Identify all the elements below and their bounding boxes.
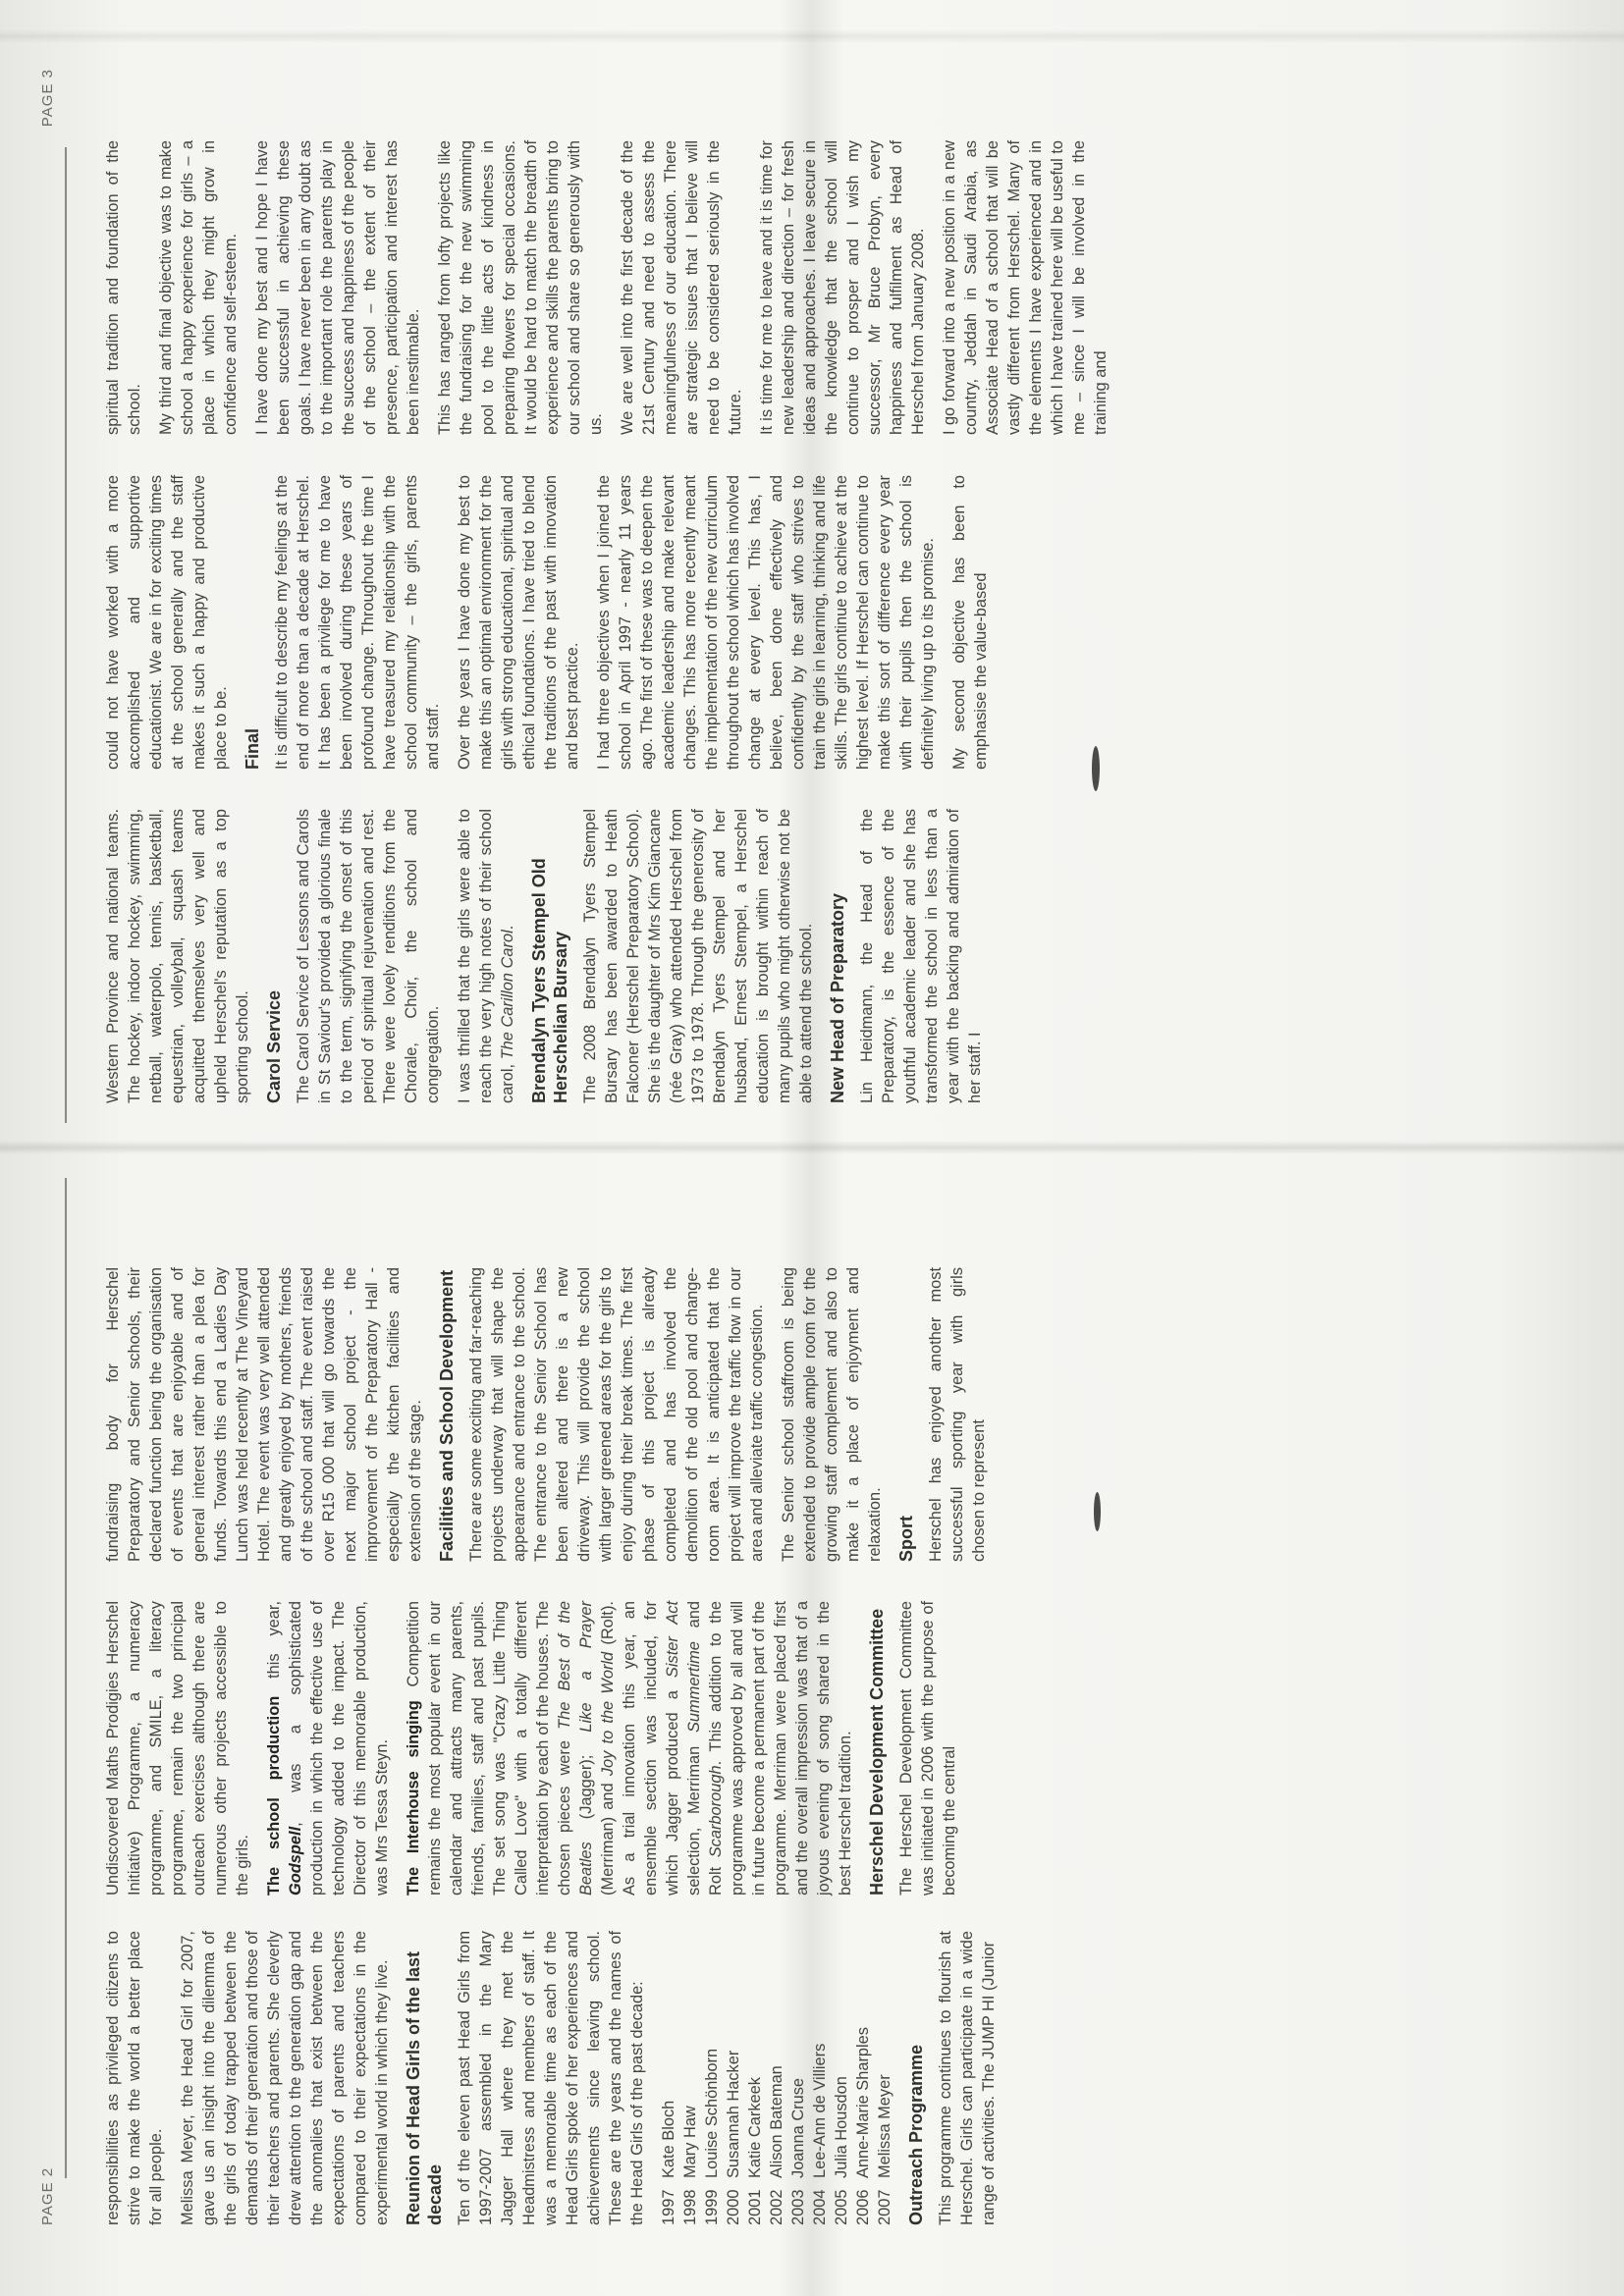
section-heading-carol-service: Carol Service	[264, 989, 284, 1103]
list-name: Anne-Marie Sharples	[854, 2027, 872, 2178]
paragraph: Over the years I have done my best to make this an optimal environment for the girls with strong educational, spiritual and ethical foundations. I have tried to blend the traditions of the past with innovation and best practice.	[456, 475, 581, 770]
section-heading-facilities: Facilities and School Development	[437, 1269, 457, 1562]
list-name: Susannah Hacker	[725, 2050, 742, 2178]
page3-column-2	[102, 475, 1001, 770]
song-title: Sister Act	[664, 1601, 681, 1679]
paragraph: Western Province and national teams. The hockey, indoor hockey, swimming, netball, waterpolo, tennis, basketball, equestrian, volleyball, squash teams acquitted themselves very well and upheld Herschel's reputation as a top sporting school.	[104, 809, 251, 1103]
page-number: PAGE 2	[39, 2166, 56, 2225]
paragraph: spiritual tradition and foundation of the school.	[104, 140, 143, 435]
list-name: Mary Haw	[681, 2106, 699, 2178]
section-heading-final: Final	[243, 727, 262, 770]
section-heading-new-head: New Head of Preparatory	[828, 892, 847, 1103]
paragraph-interhouse-singing	[403, 1601, 856, 1896]
list-name: Louise Schönborn	[703, 2048, 721, 2178]
head-girls-list	[658, 1931, 895, 2225]
list-item	[787, 1931, 809, 2225]
list-item	[831, 1931, 852, 2225]
list-item	[679, 1931, 701, 2225]
page2-column-1	[102, 1931, 1009, 2225]
production-title: Godspell	[287, 1826, 304, 1896]
text-run: , was a sophisticated production in which the effective use of technology added to the impact. The Director of this memorable production, was Mrs Tessa Steyn.	[287, 1601, 391, 1896]
lead-phrase: The school production	[265, 1695, 283, 1896]
list-name: Melissa Meyer	[876, 2074, 893, 2178]
paragraph: fundraising body for Herschel Preparatory and Senior schools, their declared function being the organisation of events that are enjoyable and of general interest rather than a plea for funds. Towards this end a Ladies Day Lunch was held recently at The Vineyard Hotel. The event was very well attended and greatly enjoyed by mothers, friends of the school and staff. The event raised over R15 000 that will go towards the next major school project - the improvement of the Preparatory Hall - especially the kitchen facilities and extension of the stage.	[104, 1267, 424, 1562]
list-year: 1997	[660, 2189, 677, 2225]
paragraph: I have done my best and I hope I have been successful in achieving these goals. I have never been in any doubt as to the important role the parents play in the success and happiness of the people of the school – the extent of their presence, participation and interest has been inestimable.	[253, 140, 422, 435]
list-item	[701, 1931, 723, 2225]
list-year: 2003	[789, 2189, 807, 2225]
section-heading-sport: Sport	[896, 1516, 916, 1562]
paragraph: The Herschel Development Committee was initiated in 2006 with the purpose of becoming the central	[897, 1601, 958, 1896]
list-name: Kate Bloch	[660, 2100, 677, 2178]
paragraph: Melissa Meyer, the Head Girl for 2007, gave us an insight into the dilemma of the girls of today trapped between the demands of their generation and those of their teachers and parents. She cleverly drew attention to the generation gap and the anomalies that exist between the expectations of parents and teachers compared to their expectations in the experimental world in which they live.	[179, 1931, 391, 2225]
page3-column-3	[102, 140, 1121, 435]
page-number: PAGE 3	[39, 69, 56, 128]
list-name: Joanna Cruse	[789, 2077, 807, 2178]
paragraph	[454, 809, 518, 1103]
text-run: .	[499, 925, 516, 931]
text-run: and Rolt	[685, 1601, 725, 1896]
list-name: Alison Bateman	[768, 2065, 785, 2178]
song-title: Like a Prayer	[577, 1601, 595, 1733]
text-run: selection, Merriman	[685, 1733, 703, 1896]
section-heading-outreach: Outreach Programme	[906, 2044, 926, 2225]
paragraph: responsibilities as privileged citizens to strive to make the world a better place for all people.	[104, 1931, 165, 2225]
list-year: 2000	[725, 2189, 742, 2225]
list-item	[852, 1931, 874, 2225]
list-year: 1999	[703, 2189, 721, 2225]
carol-title: The Carillon Carol	[499, 930, 516, 1060]
section-heading-bursary: Brendalyn Tyers Stempel Old Herschelian Bursary	[529, 858, 570, 1103]
list-item	[766, 1931, 787, 2225]
song-title: Summertime	[685, 1641, 703, 1734]
paragraph: Ten of the eleven past Head Girls from 1997-2007 assembled in the Mary Jagger Hall where they met the Headmistress and members of staff. It was a memorable time as each of the Head Girls spoke of her experiences and achievements since leaving school. These are the years and the names of the Head Girls of the past decade:	[456, 1931, 646, 2225]
paragraph: I had three objectives when I joined the school in April 1997 - nearly 11 years ago. The first of these was to deepen the academic leadership and make relevant changes. This has more recently meant the implementation of the new curriculum throughout the school which has involved change at every level. This has, I believe, been done effectively and confidently by the staff who strives to train the girls in learning, thinking and life skills. The girls continue to achieve at the highest level. If Herschel can continue to make this sort of difference every year with their pupils then the school is definitely living up to its promise.	[595, 475, 937, 770]
paragraph: It is difficult to describe my feelings at the end of more than a decade at Herschel. It has been a privilege for me to have been involved during these years of profound change. Throughout the time I have treasured my relationship with the school community – the girls, parents and staff.	[273, 475, 442, 770]
paragraph: My second objective has been to emphasise the value-based	[950, 475, 990, 770]
list-year: 2007	[876, 2189, 893, 2225]
paragraph: There are some exciting and far-reaching projects underway that will shape the appearance and entrance to the school. The entrance to the Senior School has been altered and there is a new driveway. This will provide the school with larger greened areas for the girls to enjoy during their break times. The first phase of this project is already completed and has involved the demolition of the old pool and change-room area. It is anticipated that the project will improve the traffic flow in our area and alleviate traffic congestion.	[467, 1267, 766, 1562]
section-heading-reunion: Reunion of Head Girls of the last decade	[404, 1950, 445, 2225]
song-title: The Best of the Beatles	[556, 1601, 595, 1896]
list-year: 1998	[681, 2189, 699, 2225]
list-item	[809, 1931, 831, 2225]
paragraph: could not have worked with a more accomplished and supportive educationist. We are in for exciting times at the school generally and the staff makes it such a happy and productive place to be.	[104, 475, 230, 770]
page2-column-2	[102, 1601, 970, 1896]
list-name: Katie Carkeek	[746, 2077, 764, 2178]
text-run: (Rolt). As a trial innovation this year, an ensemble section was included, for which Jagger produced a	[599, 1601, 681, 1896]
paragraph: I go forward into a new position in a new country, Jeddah in Saudi Arabia, as Associate Head of a school that will be vastly different from Herschel. Many of the elements I have experienced and in which I have trained here will be useful to me – since I will be involved in the training and	[941, 140, 1110, 435]
paragraph: We are well into the first decade of the 21st Century and need to assess the meaningfulness of our education. There are strategic issues that I believe will need to be considered seriously in the future.	[619, 140, 744, 435]
page2-column-3	[102, 1267, 1000, 1562]
text-run: I was thrilled that the girls were able to reach the very high notes of their school carol,	[456, 809, 516, 1103]
paragraph: Undiscovered Maths Prodigies Herschel Initiative) Programme, a numeracy programme, and SMILE, a literacy programme, remain the two principal outreach exercises although there are numerous other projects accessible to the girls.	[104, 1601, 251, 1896]
header-rule	[65, 147, 67, 1123]
paragraph: This programme continues to flourish at Herschel. Girls can participate in a wide range of activities. The JUMP HI (Junior	[937, 1931, 998, 2225]
text-run: (Jagger);	[577, 1732, 595, 1842]
text-run: . This addition to the programme was approved by all and will in future become a permanent part of the programme. Merriman were placed first and the overall impression was that of a joyous evening of song shared in the best Herschel tradition.	[707, 1600, 854, 1896]
paragraph: This has ranged from lofty projects like the fundraising for the new swimming pool to the little acts of kindness in preparing flowers for special occasions. It would be hard to match the breadth of experience and skills the parents bring to our school and share so generously with us.	[436, 140, 605, 435]
list-item	[874, 1931, 895, 2225]
paragraph: Herschel has enjoyed another most successful sporting year with girls chosen to represent	[927, 1267, 988, 1562]
list-name: Lee-Ann de Villiers	[811, 2043, 829, 2178]
paragraph: The Senior school staffroom is being extended to provide ample room for the growing staff complement and also to make it a place of enjoyment and relaxation.	[780, 1267, 884, 1562]
list-year: 2005	[833, 2189, 850, 2225]
page-2	[0, 1148, 1624, 2296]
paragraph: It is time for me to leave and it is time for new leadership and direction – for fresh ideas and approaches. I leave secure in the knowledge that the school will continue to prosper and I wish my successor, Mr Bruce Probyn, every happiness and fulfilment as Head of Herschel from January 2008.	[758, 140, 927, 435]
list-item	[744, 1931, 766, 2225]
text-run: Competition remains the most popular event in our calendar and attracts many parents, friends, families, staff and past pupils. The set song was "Crazy Little Thing Called Love" with a totally different interpretation by each of the houses. The chosen pieces were	[405, 1600, 573, 1896]
lead-phrase: The Interhouse singing	[405, 1700, 422, 1896]
paragraph: The 2008 Brendalyn Tyers Stempel Bursary has been awarded to Heath Falconer (Herschel Preparatory School). She is the daughter of Mrs Kim Giancane (née Gray) who attended Herschel from 1973 to 1978. Through the generosity of Brendalyn Tyers Stempel and her husband, Ernest Stempel, a Herschel education is brought within reach of many pupils who might otherwise not be able to attend the school.	[581, 809, 815, 1103]
list-name: Julia Housdon	[833, 2076, 850, 2178]
page3-column-1	[102, 809, 996, 1103]
paragraph: My third and final objective was to make school a happy experience for girls – a place in which they might grow in confidence and self-esteem.	[157, 140, 240, 435]
list-year: 2001	[746, 2189, 764, 2225]
header-rule	[65, 1178, 67, 2178]
text-run: this year,	[265, 1601, 283, 1696]
song-title: Joy to the World	[599, 1651, 617, 1777]
paragraph: The Carol Service of Lessons and Carols in St Saviour's provided a glorious finale to the term, signifying the onset of this period of spiritual rejuvenation and rest. There were lovely renditions from the Chorale, Choir, the school and congregation.	[295, 809, 442, 1103]
paragraph: Lin Heidmann, the Head of the Preparatory, is the essence of the youthful academic leader and she has transformed the school in less than a year with the backing and admiration of her staff. I	[858, 809, 984, 1103]
list-year: 2006	[854, 2189, 872, 2225]
song-title: Scarborough	[707, 1765, 725, 1858]
list-item	[723, 1931, 744, 2225]
paragraph-school-production	[263, 1601, 393, 1896]
text-run: (Merriman) and	[599, 1776, 617, 1896]
section-heading-development-committee: Herschel Development Committee	[867, 1608, 887, 1896]
list-year: 2004	[811, 2189, 829, 2225]
list-year: 2002	[768, 2189, 785, 2225]
list-item	[658, 1931, 679, 2225]
